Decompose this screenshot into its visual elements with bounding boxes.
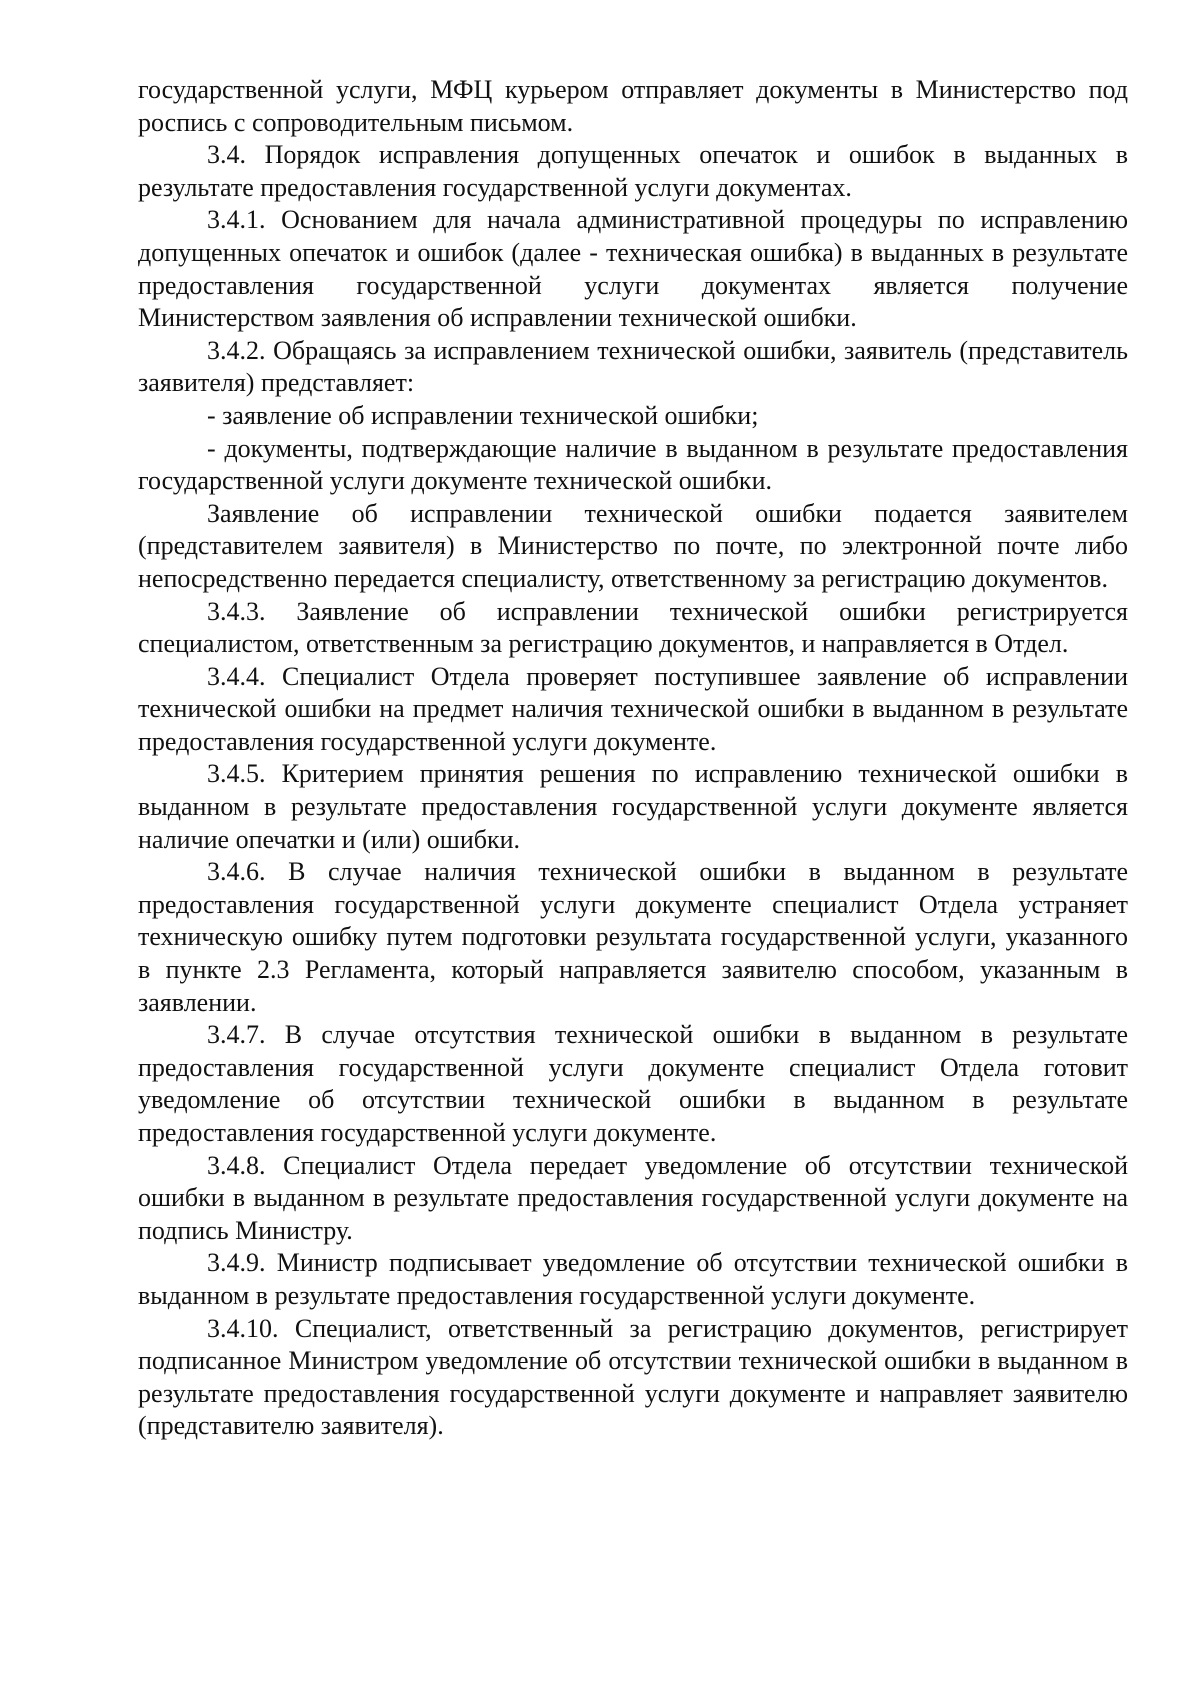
list-item-documents: - документы, подтверждающие наличие в выданном в результате предоставления государственной услуги документе технической ошибки. xyxy=(138,433,1128,496)
list-item-application: - заявление об исправлении технической ошибки; xyxy=(207,400,759,430)
paragraph-3-4-5: 3.4.5. Критерием принятия решения по исправлению технической ошибки в выданном в результате предоставления государственной услуги документе является наличие опечатки и (или) ошибки. xyxy=(138,759,1128,854)
paragraph-3-4-4: 3.4.4. Специалист Отдела проверяет поступившее заявление об исправлении технической ошибки на предмет наличия технической ошибки в выданном в результате предоставления государственной услуги документе. xyxy=(138,661,1128,756)
paragraph-application-submission: Заявление об исправлении технической ошибки подается заявителем (представителем заявителя) в Министерство по почте, по электронной почте либо непосредственно передается специалисту, ответственному за регистрацию документов. xyxy=(138,498,1128,593)
paragraph-3-4-9: 3.4.9. Министр подписывает уведомление об отсутствии технической ошибки в выданном в результате предоставления государственной услуги документе. xyxy=(138,1248,1128,1310)
paragraph-3-4-1: 3.4.1. Основанием для начала административной процедуры по исправлению допущенных опечаток и ошибок (далее - техническая ошибка) в выданных в результате предоставления государственной услуги документах является получение Министерством заявления об исправлении технической ошибки. xyxy=(138,205,1128,333)
paragraph-continuation: государственной услуги, МФЦ курьером отправляет документы в Министерство под роспись с сопроводительным письмом. xyxy=(138,75,1128,137)
paragraph-3-4-8: 3.4.8. Специалист Отдела передает уведомление об отсутствии технической ошибки в выданном в результате предоставления государственной услуги документе на подпись Министру. xyxy=(138,1150,1128,1245)
paragraph-3-4-2: 3.4.2. Обращаясь за исправлением технической ошибки, заявитель (представитель заявителя) представляет: xyxy=(138,335,1128,398)
paragraph-3-4-10: 3.4.10. Специалист, ответственный за регистрацию документов, регистрирует подписанное Министром уведомление об отсутствии технической ошибки в выданном в результате предоставления государственной услуги документе и направляет заявителю (представителю заявителя). xyxy=(138,1313,1128,1441)
paragraph-3-4: 3.4. Порядок исправления допущенных опечаток и ошибок в выданных в результате предоставления государственной услуги документах. xyxy=(138,140,1128,202)
document-body xyxy=(138,74,1128,1443)
paragraph-3-4-3: 3.4.3. Заявление об исправлении технической ошибки регистрируется специалистом, ответственным за регистрацию документов, и направляется в Отдел. xyxy=(138,596,1128,659)
paragraph-3-4-6: 3.4.6. В случае наличия технической ошибки в выданном в результате предоставления государственной услуги документе специалист Отдела устраняет техническую ошибку путем подготовки результата государственной услуги, указанного в пункте 2.3 Регламента, который направляется заявителю способом, указанным в заявлении. xyxy=(138,857,1128,1017)
paragraph-3-4-7: 3.4.7. В случае отсутствия технической ошибки в выданном в результате предоставления государственной услуги документе специалист Отдела готовит уведомление об отсутствии технической ошибки в выданном в результате предоставления государственной услуги документе. xyxy=(138,1020,1128,1147)
